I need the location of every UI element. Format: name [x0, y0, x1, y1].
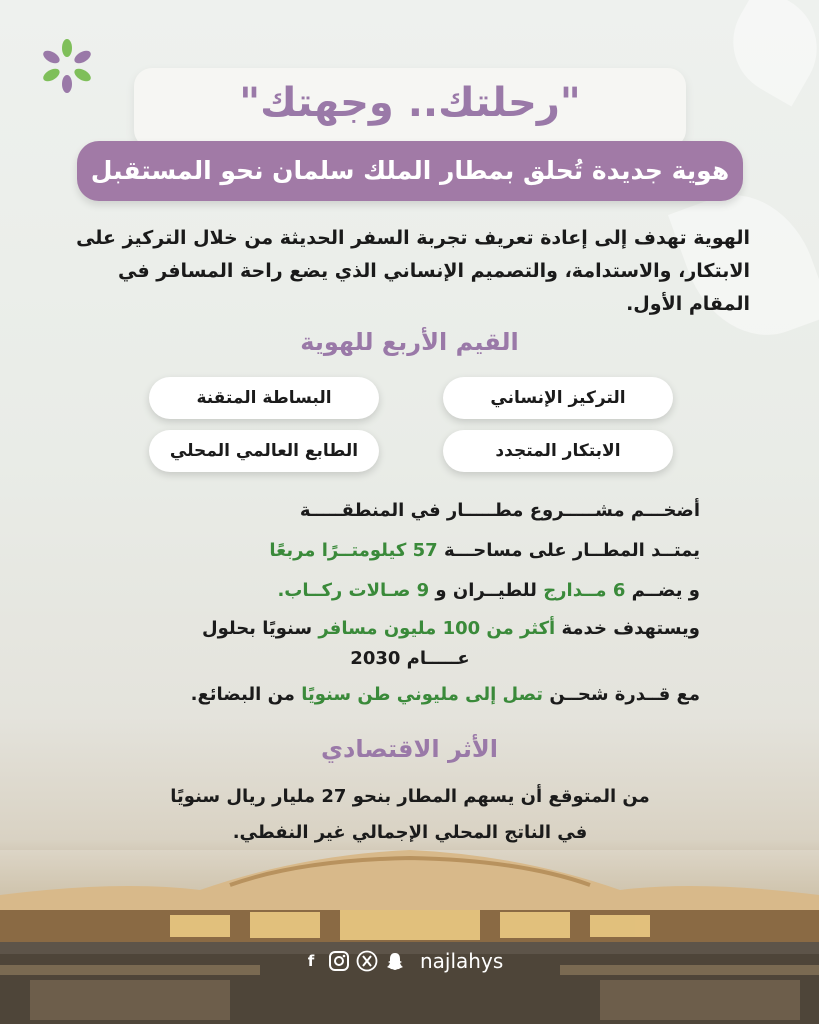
facebook-icon[interactable]: f	[307, 952, 315, 970]
fact-year: عـــــام 2030	[350, 648, 470, 669]
fact-text: ويستهدف خدمة	[561, 618, 700, 639]
x-icon[interactable]	[356, 950, 378, 972]
instagram-icon[interactable]	[328, 950, 350, 972]
fact-line-cargo	[120, 680, 700, 710]
fact-highlight: 9 صـالات ركــاب.	[277, 580, 430, 601]
intro-paragraph: الهوية تهدف إلى إعادة تعريف تجربة السفر الحديثة من خلال التركيز على الابتكار، والاستدامة، والتصميم الإنساني الذي يضع راحة المسافر في المقام الأول.	[76, 227, 750, 315]
fact-line-area	[120, 536, 700, 566]
fact-highlight: 6 مــدارج	[543, 580, 626, 601]
value-pill-human-focus: التركيز الإنساني	[443, 377, 673, 419]
social-handle[interactable]: najlahys	[420, 949, 504, 973]
fact-text: و يضــم	[631, 580, 700, 601]
value-pill-global-local: الطابع العالمي المحلي	[149, 430, 379, 472]
social-bar	[300, 945, 503, 977]
fact-text: يمتــد المطــار على مساحـــة	[443, 540, 700, 561]
fact-text: سنويًا بحلول	[201, 618, 313, 639]
fact-highlight: أكثر من 100 مليون مسافر	[318, 618, 556, 639]
fact-text: مع قــدرة شحــن	[549, 684, 700, 705]
economy-heading: الأثر الاقتصادي	[321, 735, 498, 763]
economy-line-2: في الناتج المحلي الإجمالي غير النفطي.	[232, 822, 588, 843]
airport-terminal-illustration	[0, 850, 819, 1024]
fact-line-passengers	[120, 614, 700, 674]
values-heading: القيم الأربع للهوية	[300, 328, 519, 356]
title-card	[134, 68, 686, 148]
fact-text: من البضائع.	[190, 684, 295, 705]
fact-highlight: تصل إلى مليوني طن سنويًا	[301, 684, 544, 705]
background-leaf-decoration	[714, 0, 819, 106]
fact-text: للطيــران و	[435, 580, 537, 601]
value-pill-innovation: الابتكار المتجدد	[443, 430, 673, 472]
page-title: "رحلتك.. وجهتك"	[239, 80, 581, 126]
fact-highlight: 57 كيلومتــرًا مربعًا	[269, 540, 438, 561]
fact-line-runways	[120, 576, 700, 606]
value-pill-simplicity: البساطة المتقنة	[149, 377, 379, 419]
economy-line-1: من المتوقع أن يسهم المطار بنحو 27 مليار ريال سنويًا	[170, 786, 650, 807]
leaf-ring-logo	[26, 30, 108, 100]
snapchat-icon[interactable]	[384, 950, 406, 972]
fact-line-largest: أضخـــم مشـــــروع مطـــــار في المنطقـــــة	[299, 500, 700, 521]
subtitle-banner: هوية جديدة تُحلق بمطار الملك سلمان نحو المستقبل	[77, 141, 743, 201]
